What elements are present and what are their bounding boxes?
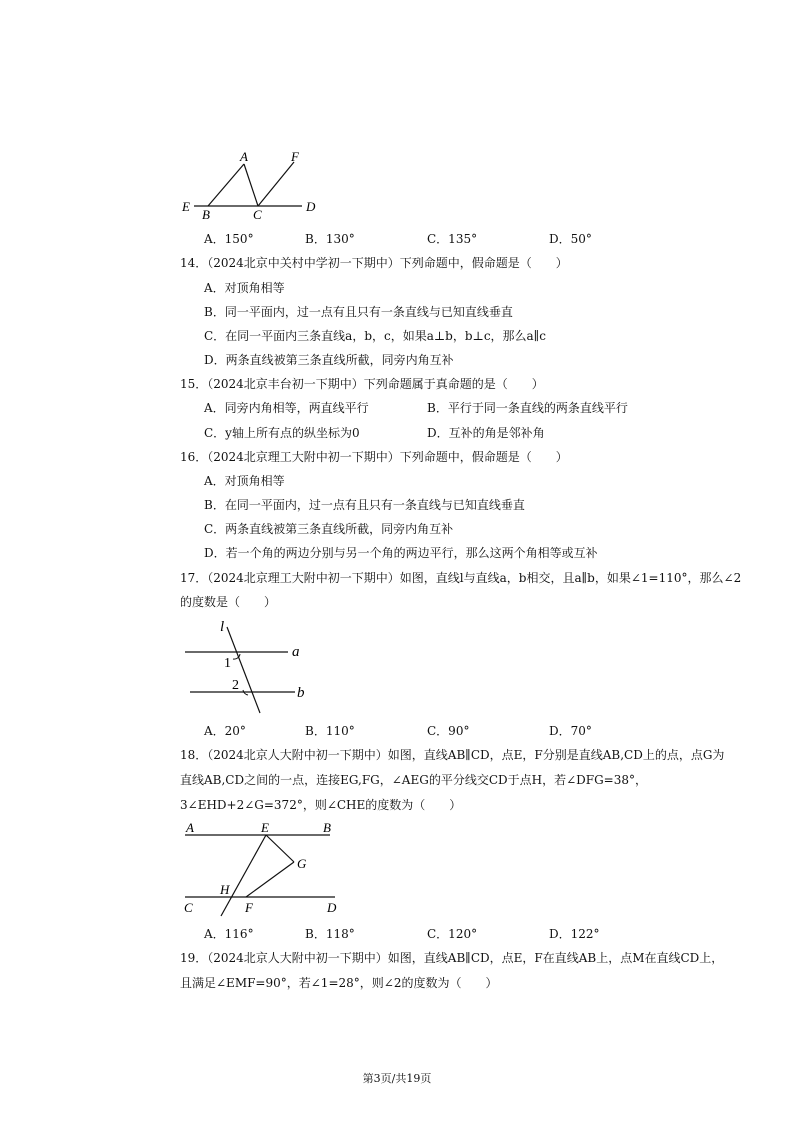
q18-stem-line3: 3∠EHD+2∠G=372°，则∠CHE的度数为（ ）	[180, 798, 462, 812]
q18-label-F: F	[245, 900, 253, 915]
q13-option-d[interactable]: D．50°	[549, 232, 592, 246]
q15-stem: 15．（2024北京丰台初一下期中）下列命题属于真命题的是（ ）	[180, 377, 544, 391]
q18-figure	[180, 818, 350, 918]
q16-option-c[interactable]: C．两条直线被第三条直线所截，同旁内角互补	[204, 522, 454, 536]
q13-label-D: D	[306, 199, 316, 214]
q13-label-A: A	[240, 149, 248, 164]
q17-stem-line1: 17．（2024北京理工大附中初一下期中）如图，直线l与直线a，b相交，且a∥b，如果∠1=110°，那么∠2	[180, 571, 742, 585]
q17-label-2: 2	[232, 678, 239, 693]
q13-option-c[interactable]: C．135°	[427, 232, 478, 246]
q14-option-c[interactable]: C．在同一平面内三条直线a，b，c，如果a⊥b，b⊥c，那么a∥c	[204, 329, 546, 343]
q17-label-1: 1	[224, 656, 231, 671]
q15-option-b[interactable]: B．平行于同一条直线的两条直线平行	[427, 401, 628, 415]
q16-option-d[interactable]: D．若一个角的两边分别与另一个角的两边平行，那么这两个角相等或互补	[204, 546, 598, 560]
q14-stem: 14．（2024北京中关村中学初一下期中）下列命题中，假命题是（ ）	[180, 256, 568, 270]
q17-stem-line2: 的度数是（ ）	[180, 595, 277, 609]
q18-option-b[interactable]: B．118°	[305, 927, 355, 941]
q15-option-c[interactable]: C．y轴上所有点的纵坐标为0	[204, 426, 360, 440]
q16-option-b[interactable]: B．在同一平面内，过一点有且只有一条直线与已知直线垂直	[204, 498, 525, 512]
q17-option-a[interactable]: A．20°	[204, 724, 246, 738]
q13-figure	[180, 148, 330, 222]
q14-option-b[interactable]: B．同一平面内，过一点有且只有一条直线与已知直线垂直	[204, 305, 513, 319]
q17-label-a: a	[292, 644, 300, 660]
q17-option-c[interactable]: C．90°	[427, 724, 470, 738]
q16-stem: 16．（2024北京理工大附中初一下期中）下列命题中，假命题是（ ）	[180, 450, 568, 464]
q18-stem-line1: 18．（2024北京人大附中初一下期中）如图，直线AB∥CD，点E，F分别是直线AB,CD上的点，点G为	[180, 748, 725, 762]
q18-option-d[interactable]: D．122°	[549, 927, 600, 941]
q13-option-a[interactable]: A．150°	[204, 232, 254, 246]
q14-option-d[interactable]: D．两条直线被第三条直线所截，同旁内角互补	[204, 353, 454, 367]
q13-option-b[interactable]: B．130°	[305, 232, 355, 246]
q17-label-l: l	[220, 619, 225, 635]
q18-option-c[interactable]: C．120°	[427, 927, 478, 941]
q18-label-E: E	[261, 820, 269, 835]
q18-label-H: H	[220, 882, 230, 897]
q18-label-G: G	[297, 856, 307, 871]
q13-label-F: F	[291, 149, 299, 164]
q18-label-C: C	[184, 900, 193, 915]
q18-label-A: A	[186, 820, 194, 835]
q18-label-B: B	[323, 820, 331, 835]
q17-figure	[180, 617, 320, 717]
q18-label-D: D	[327, 900, 337, 915]
page-footer: 第3页/共19页	[362, 1072, 432, 1085]
q17-option-d[interactable]: D．70°	[549, 724, 592, 738]
q15-option-d[interactable]: D．互补的角是邻补角	[427, 426, 545, 440]
q19-stem-line2: 且满足∠EMF=90°，若∠1=28°，则∠2的度数为（ ）	[180, 976, 498, 990]
q19-stem-line1: 19．（2024北京人大附中初一下期中）如图，直线AB∥CD，点E，F在直线AB上，点M在直线CD上，	[180, 951, 724, 965]
q17-option-b[interactable]: B．110°	[305, 724, 355, 738]
q15-option-a[interactable]: A．同旁内角相等，两直线平行	[204, 401, 369, 415]
q13-label-C: C	[253, 207, 262, 222]
q14-option-a[interactable]: A．对顶角相等	[204, 281, 285, 295]
q13-label-B: B	[202, 207, 210, 222]
q16-option-a[interactable]: A．对顶角相等	[204, 474, 285, 488]
q18-stem-line2: 直线AB,CD之间的一点，连接EG,FG，∠AEG的平分线交CD于点H，若∠DFG=38°，	[180, 773, 647, 787]
q18-option-a[interactable]: A．116°	[204, 927, 254, 941]
q13-label-E: E	[182, 199, 190, 214]
q17-label-b: b	[297, 685, 305, 701]
